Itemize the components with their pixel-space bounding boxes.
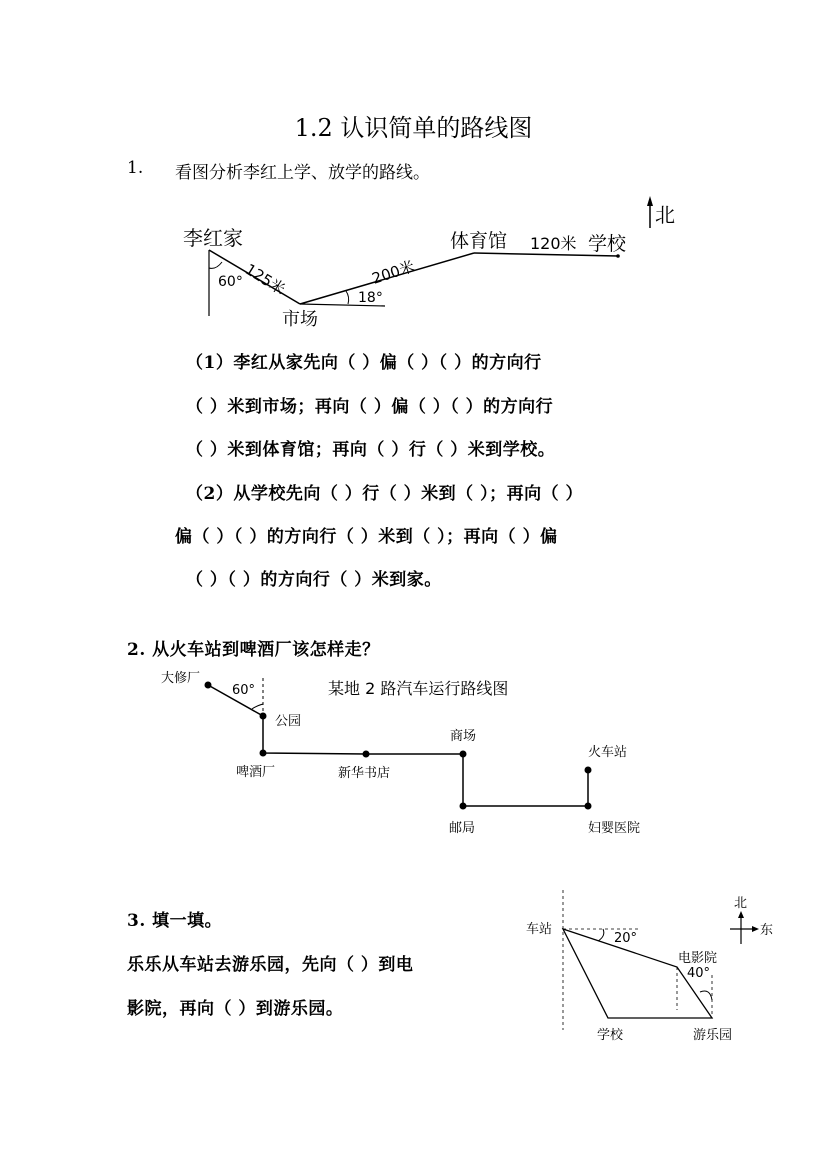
q2-label-train-station: 火车站	[588, 745, 628, 760]
q1-part1-line1: （1）李红从家先向（ ）偏（ ）（ ）的方向行	[186, 353, 542, 373]
q2-label-post-office: 邮局	[449, 821, 476, 836]
q1-dist3-label: 120米	[530, 234, 577, 253]
q3-compass-east-label: 东	[760, 923, 774, 938]
q1-market-label: 市场	[282, 309, 318, 330]
q2-label-park: 公园	[275, 714, 302, 729]
q1-angle2-label: 18°	[358, 290, 383, 306]
q3-line2: 影院，再向（ ）到游乐园。	[127, 999, 344, 1019]
q1-prompt: 看图分析李红上学、放学的路线。	[175, 163, 430, 183]
q2-label-repair-factory: 大修厂	[161, 671, 201, 686]
q3-angle-arc-20	[598, 929, 604, 941]
q1-part1-line2: （ ）米到市场；再向（ ）偏（ ）（ ）的方向行	[186, 397, 554, 417]
q1-school-label: 学校	[588, 233, 627, 255]
q3-cinema-label: 电影院	[678, 951, 718, 966]
q1-part2-line3: （ ）（ ）的方向行（ ）米到家。	[186, 570, 442, 590]
q2-caption: 某地 2 路汽车运行路线图	[328, 679, 509, 698]
q3-park-label: 游乐园	[693, 1028, 733, 1043]
q1-home-label: 李红家	[183, 226, 243, 250]
q1-angle1-label: 60°	[218, 274, 243, 290]
q3-angle-arc-40	[700, 991, 712, 1000]
q1-gym-label: 体育馆	[450, 230, 508, 252]
q1-dist1-label: 125米	[241, 260, 289, 299]
q1-part1-line3: （ ）米到体育馆；再向（ ）行（ ）米到学校。	[186, 440, 556, 460]
q3-station-label: 车站	[526, 922, 553, 937]
q2-label-bookstore: 新华书店	[338, 766, 391, 781]
q1-part2-line2: 偏（ ）（ ）的方向行（ ）米到（ ）；再向（ ）偏	[175, 527, 558, 547]
page-title: 1.2 认识简单的路线图	[294, 114, 533, 142]
q3-angle1-label: 20°	[614, 931, 638, 946]
q3-school-label: 学校	[597, 1028, 624, 1043]
q2-label-brewery: 啤酒厂	[236, 765, 276, 780]
q2-label-mall: 商场	[450, 729, 477, 744]
q1-part2-line1: （2）从学校先向（ ）行（ ）米到（ ）；再向（ ）	[186, 484, 584, 504]
q3-compass-arrowhead	[752, 926, 759, 932]
q1-dist2-label: 200米	[369, 257, 417, 288]
q1-number: 1.	[127, 158, 144, 178]
q3-line1: 乐乐从车站去游乐园，先向（ ）到电	[127, 955, 414, 975]
q3-angle2-label: 40°	[687, 966, 711, 981]
q3-compass-arrowhead	[738, 911, 744, 918]
q2-angle-label: 60°	[232, 683, 256, 698]
q2-label-hospital: 妇婴医院	[588, 821, 641, 836]
q3-prompt: 3. 填一填。	[127, 911, 223, 931]
q2-prompt: 2. 从火车站到啤酒厂该怎样走？	[127, 640, 380, 660]
q1-north-label: 北	[655, 203, 675, 227]
q3-compass-north-label: 北	[734, 896, 748, 911]
